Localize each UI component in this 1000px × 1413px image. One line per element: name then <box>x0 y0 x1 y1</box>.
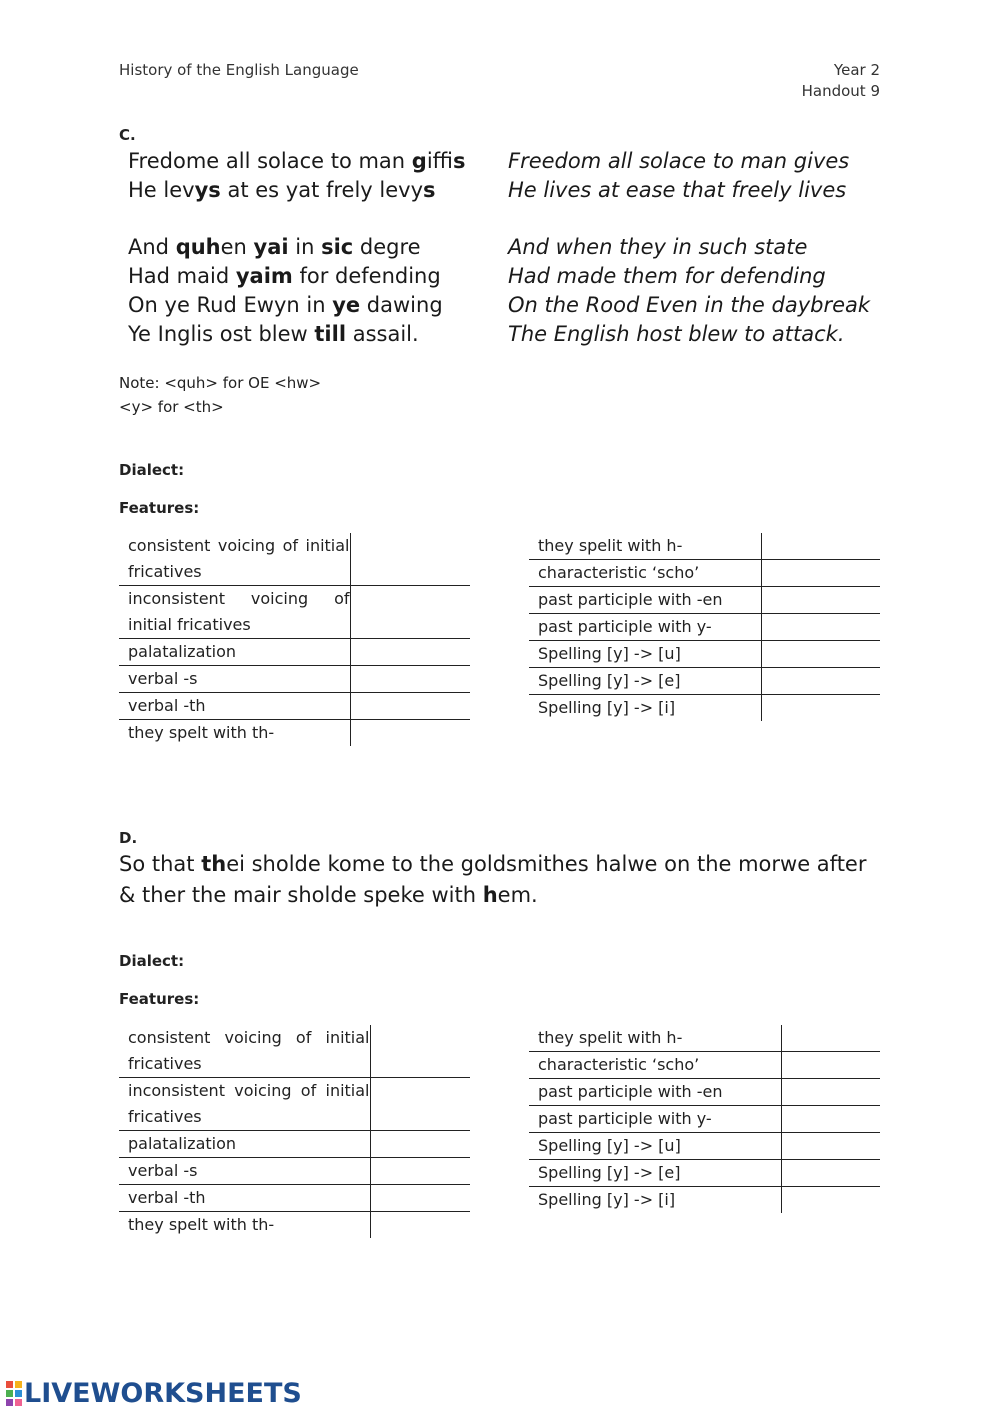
feature-answer-cell[interactable] <box>370 1158 470 1185</box>
translation-line: Freedom all solace to man gives <box>508 149 850 173</box>
feature-answer-cell[interactable] <box>761 560 880 587</box>
brand-text: LIVEWORKSHEETS <box>24 1378 302 1409</box>
liveworksheets-logo[interactable] <box>6 1378 302 1409</box>
section-c-label: C. <box>119 126 136 144</box>
text-segment: at es yat frely levy <box>220 178 424 202</box>
feature-label: verbal -th <box>119 1185 370 1212</box>
bold-segment: ys <box>194 178 221 202</box>
feature-row <box>119 720 470 747</box>
feature-answer-cell[interactable] <box>350 693 470 720</box>
feature-answer-cell[interactable] <box>761 614 880 641</box>
text-segment: Had maid <box>128 264 236 288</box>
poem-line <box>128 291 465 320</box>
feature-row <box>529 1187 880 1214</box>
feature-row <box>119 639 470 666</box>
feature-label: past participle with y- <box>529 1106 781 1133</box>
feature-label: Spelling [y] -> [i] <box>529 695 761 722</box>
feature-answer-cell[interactable] <box>370 1212 470 1239</box>
feature-answer-cell[interactable] <box>350 533 470 586</box>
text-segment: He lev <box>128 178 195 202</box>
translation-line: Had made them for defending <box>508 264 826 288</box>
feature-answer-cell[interactable] <box>781 1187 880 1214</box>
feature-label: past participle with -en <box>529 587 761 614</box>
feature-row <box>529 641 880 668</box>
feature-row <box>529 668 880 695</box>
feature-label: Spelling [y] -> [u] <box>529 1133 781 1160</box>
poem-translation <box>508 147 870 349</box>
feature-label: Spelling [y] -> [i] <box>529 1187 781 1214</box>
feature-label: Spelling [y] -> [e] <box>529 1160 781 1187</box>
bold-segment: yaim <box>235 264 293 288</box>
feature-row <box>529 1025 880 1052</box>
feature-answer-cell[interactable] <box>781 1025 880 1052</box>
dialect-label-d: Dialect: <box>119 952 185 970</box>
feature-answer-cell[interactable] <box>781 1052 880 1079</box>
feature-answer-cell[interactable] <box>781 1106 880 1133</box>
feature-row <box>119 666 470 693</box>
feature-label: they spelit with h- <box>538 536 683 555</box>
bold-segment: till <box>314 322 347 346</box>
poem-line <box>128 262 465 291</box>
year-label: Year 2 <box>833 61 880 79</box>
text-segment: in <box>288 235 322 259</box>
feature-row <box>529 560 880 587</box>
text-segment: em. <box>497 883 538 907</box>
text-segment: dawing <box>360 293 443 317</box>
feature-label: verbal -th <box>119 693 350 720</box>
translation-line: The English host blew to attack. <box>508 322 845 346</box>
bold-segment: h <box>482 883 498 907</box>
poem-line <box>128 176 465 205</box>
poem-line <box>128 233 465 262</box>
prose-text <box>119 852 866 907</box>
feature-answer-cell[interactable] <box>370 1025 470 1078</box>
text-segment: And <box>128 235 176 259</box>
text-segment: ei sholde kome to the goldsmithes halwe on the morwe after & ther the mair sholde speke with <box>119 852 867 907</box>
feature-label: palatalization <box>119 1131 370 1158</box>
feature-row <box>529 1052 880 1079</box>
feature-answer-cell[interactable] <box>370 1131 470 1158</box>
poem-line <box>128 320 465 349</box>
feature-label: consistent voicing of initial fricatives <box>128 536 350 581</box>
feature-row <box>119 586 470 639</box>
note-line-2: <y> for <th> <box>119 398 224 416</box>
feature-answer-cell[interactable] <box>350 666 470 693</box>
text-segment: degre <box>353 235 421 259</box>
bold-segment: ye <box>332 293 361 317</box>
feature-row <box>119 533 470 586</box>
feature-row <box>529 533 880 560</box>
section-d-text <box>119 849 889 911</box>
translation-2 <box>508 233 870 349</box>
text-segment: Fredome all solace to man <box>128 149 412 173</box>
poem-original <box>128 147 465 349</box>
translation-line: On the Rood Even in the daybreak <box>508 293 871 317</box>
bold-segment: th <box>201 852 227 876</box>
feature-answer-cell[interactable] <box>761 668 880 695</box>
features-label-d: Features: <box>119 990 200 1008</box>
features-table-right-c <box>529 533 880 721</box>
text-segment: Ye Inglis ost blew <box>128 322 315 346</box>
feature-answer-cell[interactable] <box>350 639 470 666</box>
stanza-2 <box>128 233 465 349</box>
feature-label: inconsistent voicing of initial fricatives <box>119 586 350 639</box>
bold-segment: sic <box>321 235 354 259</box>
feature-row <box>529 614 880 641</box>
feature-answer-cell[interactable] <box>350 586 470 639</box>
text-segment: assail. <box>346 322 419 346</box>
feature-row <box>529 587 880 614</box>
features-label-c: Features: <box>119 499 200 517</box>
features-table-left-d <box>119 1025 470 1238</box>
translation-line: He lives at ease that freely lives <box>508 178 847 202</box>
feature-label: they spelt with th- <box>119 720 350 747</box>
bold-segment: g <box>411 149 427 173</box>
logo-grid-icon <box>6 1381 22 1406</box>
feature-row <box>529 695 880 722</box>
feature-answer-cell[interactable] <box>761 533 880 560</box>
feature-answer-cell[interactable] <box>761 587 880 614</box>
bold-segment: quh <box>175 235 221 259</box>
bold-segment: yai <box>253 235 289 259</box>
feature-answer-cell[interactable] <box>781 1133 880 1160</box>
feature-row <box>119 1078 470 1131</box>
feature-row <box>529 1160 880 1187</box>
feature-label: inconsistent voicing of initial fricatives <box>119 1078 370 1131</box>
text-segment: en <box>220 235 254 259</box>
feature-label: they spelit with h- <box>538 1028 683 1047</box>
feature-answer-cell[interactable] <box>761 641 880 668</box>
feature-label: Spelling [y] -> [u] <box>529 641 761 668</box>
feature-row <box>529 1133 880 1160</box>
bold-segment: s <box>452 149 466 173</box>
features-table-right-d <box>529 1025 880 1213</box>
poem-line <box>128 147 465 176</box>
text-segment: So that <box>119 852 202 876</box>
dialect-label-c: Dialect: <box>119 461 185 479</box>
feature-answer-cell[interactable] <box>781 1079 880 1106</box>
feature-row <box>119 1212 470 1239</box>
feature-row <box>119 1025 470 1078</box>
course-title: History of the English Language <box>119 61 359 79</box>
feature-answer-cell[interactable] <box>781 1160 880 1187</box>
text-segment: iffi <box>426 149 453 173</box>
note <box>119 371 321 419</box>
feature-label: verbal -s <box>119 666 350 693</box>
feature-label: past participle with -en <box>529 1079 781 1106</box>
feature-answer-cell[interactable] <box>370 1078 470 1131</box>
handout-label: Handout 9 <box>801 82 880 100</box>
feature-answer-cell[interactable] <box>350 720 470 747</box>
feature-row <box>529 1079 880 1106</box>
feature-label: past participle with y- <box>529 614 761 641</box>
feature-label: they spelt with th- <box>119 1212 370 1239</box>
feature-answer-cell[interactable] <box>370 1185 470 1212</box>
feature-label: consistent voicing of initial fricatives <box>128 1028 370 1073</box>
feature-row <box>119 1158 470 1185</box>
feature-row <box>119 693 470 720</box>
text-segment: On ye Rud Ewyn in <box>128 293 333 317</box>
features-table-left-c <box>119 533 470 746</box>
feature-row <box>119 1131 470 1158</box>
feature-row <box>119 1185 470 1212</box>
bold-segment: s <box>423 178 436 202</box>
feature-label: Spelling [y] -> [e] <box>529 668 761 695</box>
feature-row <box>529 1106 880 1133</box>
translation-line: And when they in such state <box>508 235 808 259</box>
feature-label: characteristic ‘scho’ <box>529 560 761 587</box>
note-line-1: Note: <quh> for OE <hw> <box>119 374 322 392</box>
stanza-1 <box>128 147 465 205</box>
translation-1 <box>508 147 870 205</box>
feature-label: palatalization <box>119 639 350 666</box>
section-d-label: D. <box>119 829 138 847</box>
feature-label: verbal -s <box>119 1158 370 1185</box>
feature-label: characteristic ‘scho’ <box>529 1052 781 1079</box>
text-segment: for defending <box>292 264 441 288</box>
feature-answer-cell[interactable] <box>761 695 880 722</box>
